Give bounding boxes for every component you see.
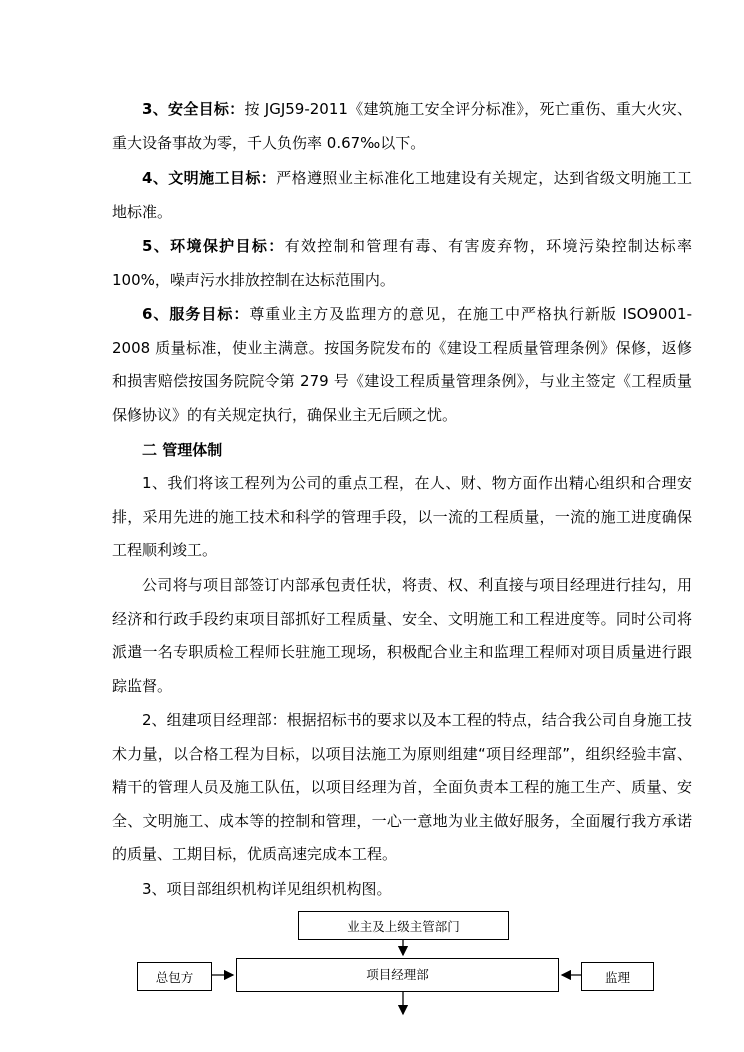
management-paragraph-4: 3、项目部组织机构详见组织机构图。 — [142, 880, 392, 898]
service-goal-text: 尊重业主方及监理方的意见，在施工中严格执行新版 ISO9001-2008 质量标准，使业主满意。按国务院发布的《建设工程质量管理条例》保修，返修和损害赔偿按国务院院令第 279 号《建设工程质量管理条例》，与业主签定《工程质量保修协议》的有关规定执行，确保业主无后顾之忧。 — [112, 305, 692, 424]
management-paragraph-1: 1、我们将该工程列为公司的重点工程，在人、财、物方面作出精心组织和合理安排，采用先进的施工技术和科学的管理手段，以一流的工程质量，一流的施工进度确保工程顺利竣工。 — [112, 474, 692, 559]
section-heading: 二 管理体制 — [142, 441, 223, 459]
environment-goal-label: 5、环境保护目标： — [142, 237, 285, 255]
management-paragraph-2: 公司将与项目部签订内部承包责任状，将责、权、利直接与项目经理进行挂勾，用经济和行政手段约束项目部抓好工程质量、安全、文明施工和工程进度等。同时公司将派遣一名专职质检工程师长驻施工现场，积极配合业主和监理工程师对项目质量进行跟踪监督。 — [112, 576, 692, 695]
safety-goal-label: 3、安全目标： — [142, 100, 245, 118]
service-goal-label: 6、服务目标： — [142, 305, 250, 323]
civilized-goal-label: 4、文明施工目标： — [142, 169, 277, 187]
project-manager-box: 项目经理部 — [236, 958, 559, 992]
civilized-goal-text: 严格遵照业主标准化工地建设有关规定，达到省级文明施工工地标准。 — [112, 169, 692, 221]
supervisor-box: 监理 — [581, 962, 654, 991]
owner-box: 业主及上级主管部门 — [298, 911, 509, 940]
environment-goal-text: 有效控制和管理有毒、有害废弃物，环境污染控制达标率 100%，噪声污水排放控制在达标范围内。 — [112, 237, 692, 289]
contractor-box: 总包方 — [137, 962, 212, 991]
management-paragraph-3: 2、组建项目经理部：根据招标书的要求以及本工程的特点，结合我公司自身施工技术力量，以合格工程为目标，以项目法施工为原则组建“项目经理部”，组织经验丰富、精干的管理人员及施工队伍，以项目经理为首，全面负责本工程的施工生产、质量、安全、文明施工、成本等的控制和管理，一心一意地为业主做好服务，全面履行我方承诺的质量、工期目标，优质高速完成本工程。 — [112, 711, 692, 863]
safety-goal-text: 按 JGJ59-2011《建筑施工安全评分标准》，死亡重伤、重大火灾、重大设备事故为零，千人负伤率 0.67‰以下。 — [112, 100, 692, 152]
